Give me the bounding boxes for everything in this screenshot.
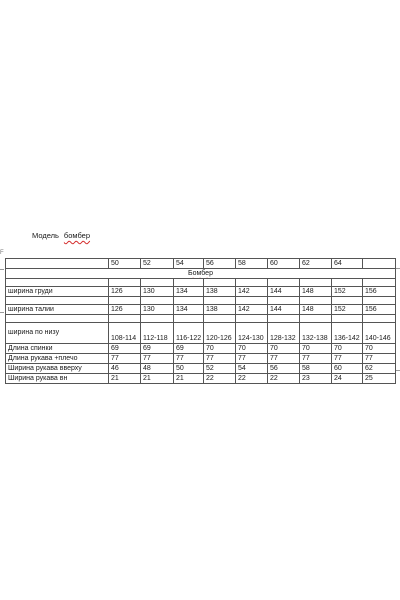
size-cell: 50 bbox=[109, 259, 141, 269]
left-edge-line bbox=[0, 312, 4, 313]
value-cell: 21 bbox=[109, 374, 141, 384]
row-label: Ширина рукава вверху bbox=[6, 364, 109, 374]
value-cell: 128-132 bbox=[268, 323, 300, 344]
row-label: ширина груди bbox=[6, 287, 109, 297]
value-cell: 70 bbox=[363, 344, 396, 354]
value-cell: 69 bbox=[141, 344, 174, 354]
value-cell: 77 bbox=[141, 354, 174, 364]
value-cell: 69 bbox=[109, 344, 141, 354]
value-cell: 70 bbox=[268, 344, 300, 354]
value-cell: 54 bbox=[236, 364, 268, 374]
value-cell: 130 bbox=[141, 305, 174, 315]
value-cell: 22 bbox=[236, 374, 268, 384]
value-cell: 77 bbox=[268, 354, 300, 364]
size-cell: 62 bbox=[300, 259, 332, 269]
size-header-row bbox=[6, 259, 396, 269]
size-cell: 52 bbox=[141, 259, 174, 269]
value-cell: 142 bbox=[236, 287, 268, 297]
value-cell: 77 bbox=[332, 354, 363, 364]
value-cell: 69 bbox=[174, 344, 204, 354]
spacer-row bbox=[6, 279, 396, 287]
section-title: Бомбер bbox=[188, 270, 213, 277]
header-empty-cell bbox=[6, 259, 109, 269]
value-cell: 70 bbox=[236, 344, 268, 354]
value-cell: 152 bbox=[332, 305, 363, 315]
table-row bbox=[6, 323, 396, 344]
value-cell: 144 bbox=[268, 287, 300, 297]
corner-mark: F bbox=[0, 250, 4, 256]
row-label bbox=[6, 374, 109, 384]
value-cell: 136-142 bbox=[332, 323, 363, 344]
value-cell: 62 bbox=[363, 364, 396, 374]
value-cell: 46 bbox=[109, 364, 141, 374]
value-cell: 52 bbox=[204, 364, 236, 374]
value-cell: 148 bbox=[300, 305, 332, 315]
table-row bbox=[6, 287, 396, 297]
size-cell: 60 bbox=[268, 259, 300, 269]
value-cell: 140-146 bbox=[363, 323, 396, 344]
value-cell: 25 bbox=[363, 374, 396, 384]
right-edge-line bbox=[396, 268, 400, 269]
table-row bbox=[6, 354, 396, 364]
value-cell: 152 bbox=[332, 287, 363, 297]
value-cell: 116-122 bbox=[174, 323, 204, 344]
size-cell: 56 bbox=[204, 259, 236, 269]
right-edge-line bbox=[396, 370, 400, 371]
size-cell bbox=[363, 259, 396, 269]
row-label: Длина рукава +плечо bbox=[6, 354, 109, 364]
row-label-text: Ширина рукава вн bbox=[8, 375, 68, 382]
value-cell: 124-130 bbox=[236, 323, 268, 344]
value-cell: 138 bbox=[204, 305, 236, 315]
section-title-row bbox=[6, 269, 396, 279]
value-cell: 138 bbox=[204, 287, 236, 297]
value-cell: 70 bbox=[300, 344, 332, 354]
row-label: Длина спинки bbox=[6, 344, 109, 354]
value-cell: 142 bbox=[236, 305, 268, 315]
row-label: ширина по низу bbox=[6, 323, 109, 344]
value-cell: 77 bbox=[300, 354, 332, 364]
value-cell: 70 bbox=[332, 344, 363, 354]
value-cell: 144 bbox=[268, 305, 300, 315]
value-cell: 77 bbox=[174, 354, 204, 364]
value-cell: 132-138 bbox=[300, 323, 332, 344]
value-cell: 56 bbox=[268, 364, 300, 374]
value-cell: 126 bbox=[109, 287, 141, 297]
value-cell: 77 bbox=[204, 354, 236, 364]
value-cell: 120-126 bbox=[204, 323, 236, 344]
value-cell: 77 bbox=[363, 354, 396, 364]
value-cell: 70 bbox=[204, 344, 236, 354]
value-cell: 48 bbox=[141, 364, 174, 374]
row-label: ширина талии bbox=[6, 305, 109, 315]
value-cell: 21 bbox=[141, 374, 174, 384]
table-row bbox=[6, 374, 396, 384]
model-label: Модель bbox=[32, 231, 59, 240]
value-cell: 58 bbox=[300, 364, 332, 374]
spacer-row bbox=[6, 297, 396, 305]
model-line bbox=[32, 231, 90, 241]
table-row bbox=[6, 305, 396, 315]
value-cell: 77 bbox=[236, 354, 268, 364]
value-cell: 148 bbox=[300, 287, 332, 297]
value-cell: 126 bbox=[109, 305, 141, 315]
value-cell: 130 bbox=[141, 287, 174, 297]
value-cell: 108-114 bbox=[109, 323, 141, 344]
size-cell: 54 bbox=[174, 259, 204, 269]
left-edge-line bbox=[0, 269, 4, 270]
value-cell: 60 bbox=[332, 364, 363, 374]
size-cell: 58 bbox=[236, 259, 268, 269]
size-chart-table bbox=[5, 258, 396, 384]
value-cell: 24 bbox=[332, 374, 363, 384]
value-cell: 134 bbox=[174, 287, 204, 297]
value-cell: 22 bbox=[204, 374, 236, 384]
value-cell: 50 bbox=[174, 364, 204, 374]
size-cell: 64 bbox=[332, 259, 363, 269]
model-value: бомбер bbox=[63, 231, 91, 240]
table-row bbox=[6, 364, 396, 374]
value-cell: 156 bbox=[363, 287, 396, 297]
value-cell: 134 bbox=[174, 305, 204, 315]
value-cell: 22 bbox=[268, 374, 300, 384]
value-cell: 112-118 bbox=[141, 323, 174, 344]
value-cell: 156 bbox=[363, 305, 396, 315]
value-cell: 21 bbox=[174, 374, 204, 384]
value-cell: 77 bbox=[109, 354, 141, 364]
table-row bbox=[6, 344, 396, 354]
value-cell: 23 bbox=[300, 374, 332, 384]
spacer-row bbox=[6, 315, 396, 323]
